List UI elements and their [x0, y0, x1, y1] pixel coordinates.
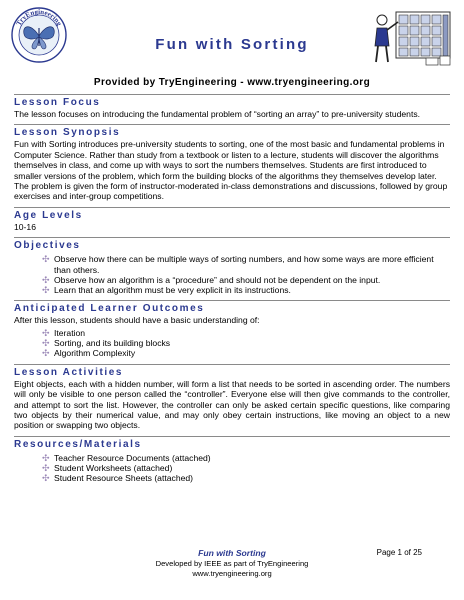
logo-text: TryEngineering [14, 7, 64, 28]
section-objectives [14, 237, 450, 295]
section-heading: Objectives [14, 237, 450, 252]
section-heading: Lesson Activities [14, 364, 450, 379]
section-resources [14, 436, 450, 484]
list-item: ✣ Sorting, and its building blocks [42, 338, 171, 349]
outcomes-list [14, 328, 450, 359]
objectives-list [14, 254, 450, 295]
section-heading: Age Levels [14, 207, 450, 222]
footer-title: Fun with Sorting [198, 548, 266, 558]
section-heading: Anticipated Learner Outcomes [14, 300, 450, 315]
bullet-star-icon: ✣ [42, 285, 50, 296]
list-item: ✣ Student Resource Sheets (attached) [42, 473, 194, 484]
page-number: Page 1 of 25 [376, 548, 422, 557]
bullet-star-icon: ✣ [42, 348, 50, 359]
footer-url: www.tryengineering.org [192, 569, 272, 578]
bullet-star-icon: ✣ [42, 338, 50, 349]
resources-list [14, 453, 450, 484]
tryengineering-logo [10, 6, 68, 64]
footer-developed-by: Developed by IEEE as part of TryEngineering [155, 559, 309, 568]
section-lesson-activities [14, 364, 450, 431]
section-heading: Lesson Focus [14, 94, 450, 109]
provided-by: Provided by TryEngineering - www.tryengineering.org [93, 77, 371, 88]
list-item: ✣ Observe how an algorithm is a “procedure” and should not be dependent on the input. [42, 274, 381, 285]
section-learner-outcomes [14, 300, 450, 358]
page-title: Fun with Sorting [155, 36, 309, 53]
list-item: ✣ Algorithm Complexity [42, 348, 136, 359]
bullet-star-icon: ✣ [42, 327, 50, 338]
bullet-star-icon: ✣ [42, 254, 50, 265]
bullet-star-icon: ✣ [42, 452, 50, 463]
section-lesson-synopsis [14, 124, 450, 201]
bullet-star-icon: ✣ [42, 463, 50, 474]
list-item: ✣ Learn that an algorithm must be very explicit in its instructions. [42, 285, 291, 296]
list-item: ✣ Iteration [42, 327, 86, 338]
section-text: Eight objects, each with a hidden number, will form a list that needs to be sorted in ascending order. The numbers will only be visible to one person called the “controller”. Everyone else will then give commands to the controller, and attempt to sort the list. However, the controller can only be asked certain specific questions, like comparing two objects by their numerical value, and may only obey certain instructions, like moving an object to a new position or swapping two objects. [14, 378, 450, 431]
bullet-star-icon: ✣ [42, 473, 50, 484]
section-text: The lesson focuses on introducing the fundamental problem of “sorting an array” to pre-university students. [14, 109, 421, 119]
bullet-star-icon: ✣ [42, 274, 50, 285]
document-body [14, 94, 450, 489]
section-text: After this lesson, students should have a basic understanding of: [14, 315, 260, 326]
list-item: ✣ Observe how there can be multiple ways of sorting numbers, and how some ways are more efficient than others. [42, 254, 434, 275]
section-age-levels [14, 207, 450, 232]
section-lesson-focus [14, 94, 450, 119]
section-text: Fun with Sorting introduces pre-university students to sorting, one of the most basic and fundamental problems in Computer Science. Rather than study from a textbook or listen to a lecture, students will discover the algorithms themselves in class, and come up with ways to sort the numbers themselves. Students are first introduced to smaller versions of the problem, which form the building blocks of the algorithms they themselves develop later. The problem is given the form of instructor-moderated in-class demonstrations and discussions, followed by group exercises and inter-group competitions. [14, 139, 448, 202]
section-text: 10-16 [14, 221, 36, 232]
section-heading: Lesson Synopsis [14, 124, 450, 139]
list-item: ✣ Teacher Resource Documents (attached) [42, 452, 211, 463]
list-item: ✣ Student Worksheets (attached) [42, 463, 173, 474]
section-heading: Resources/Materials [14, 436, 450, 451]
